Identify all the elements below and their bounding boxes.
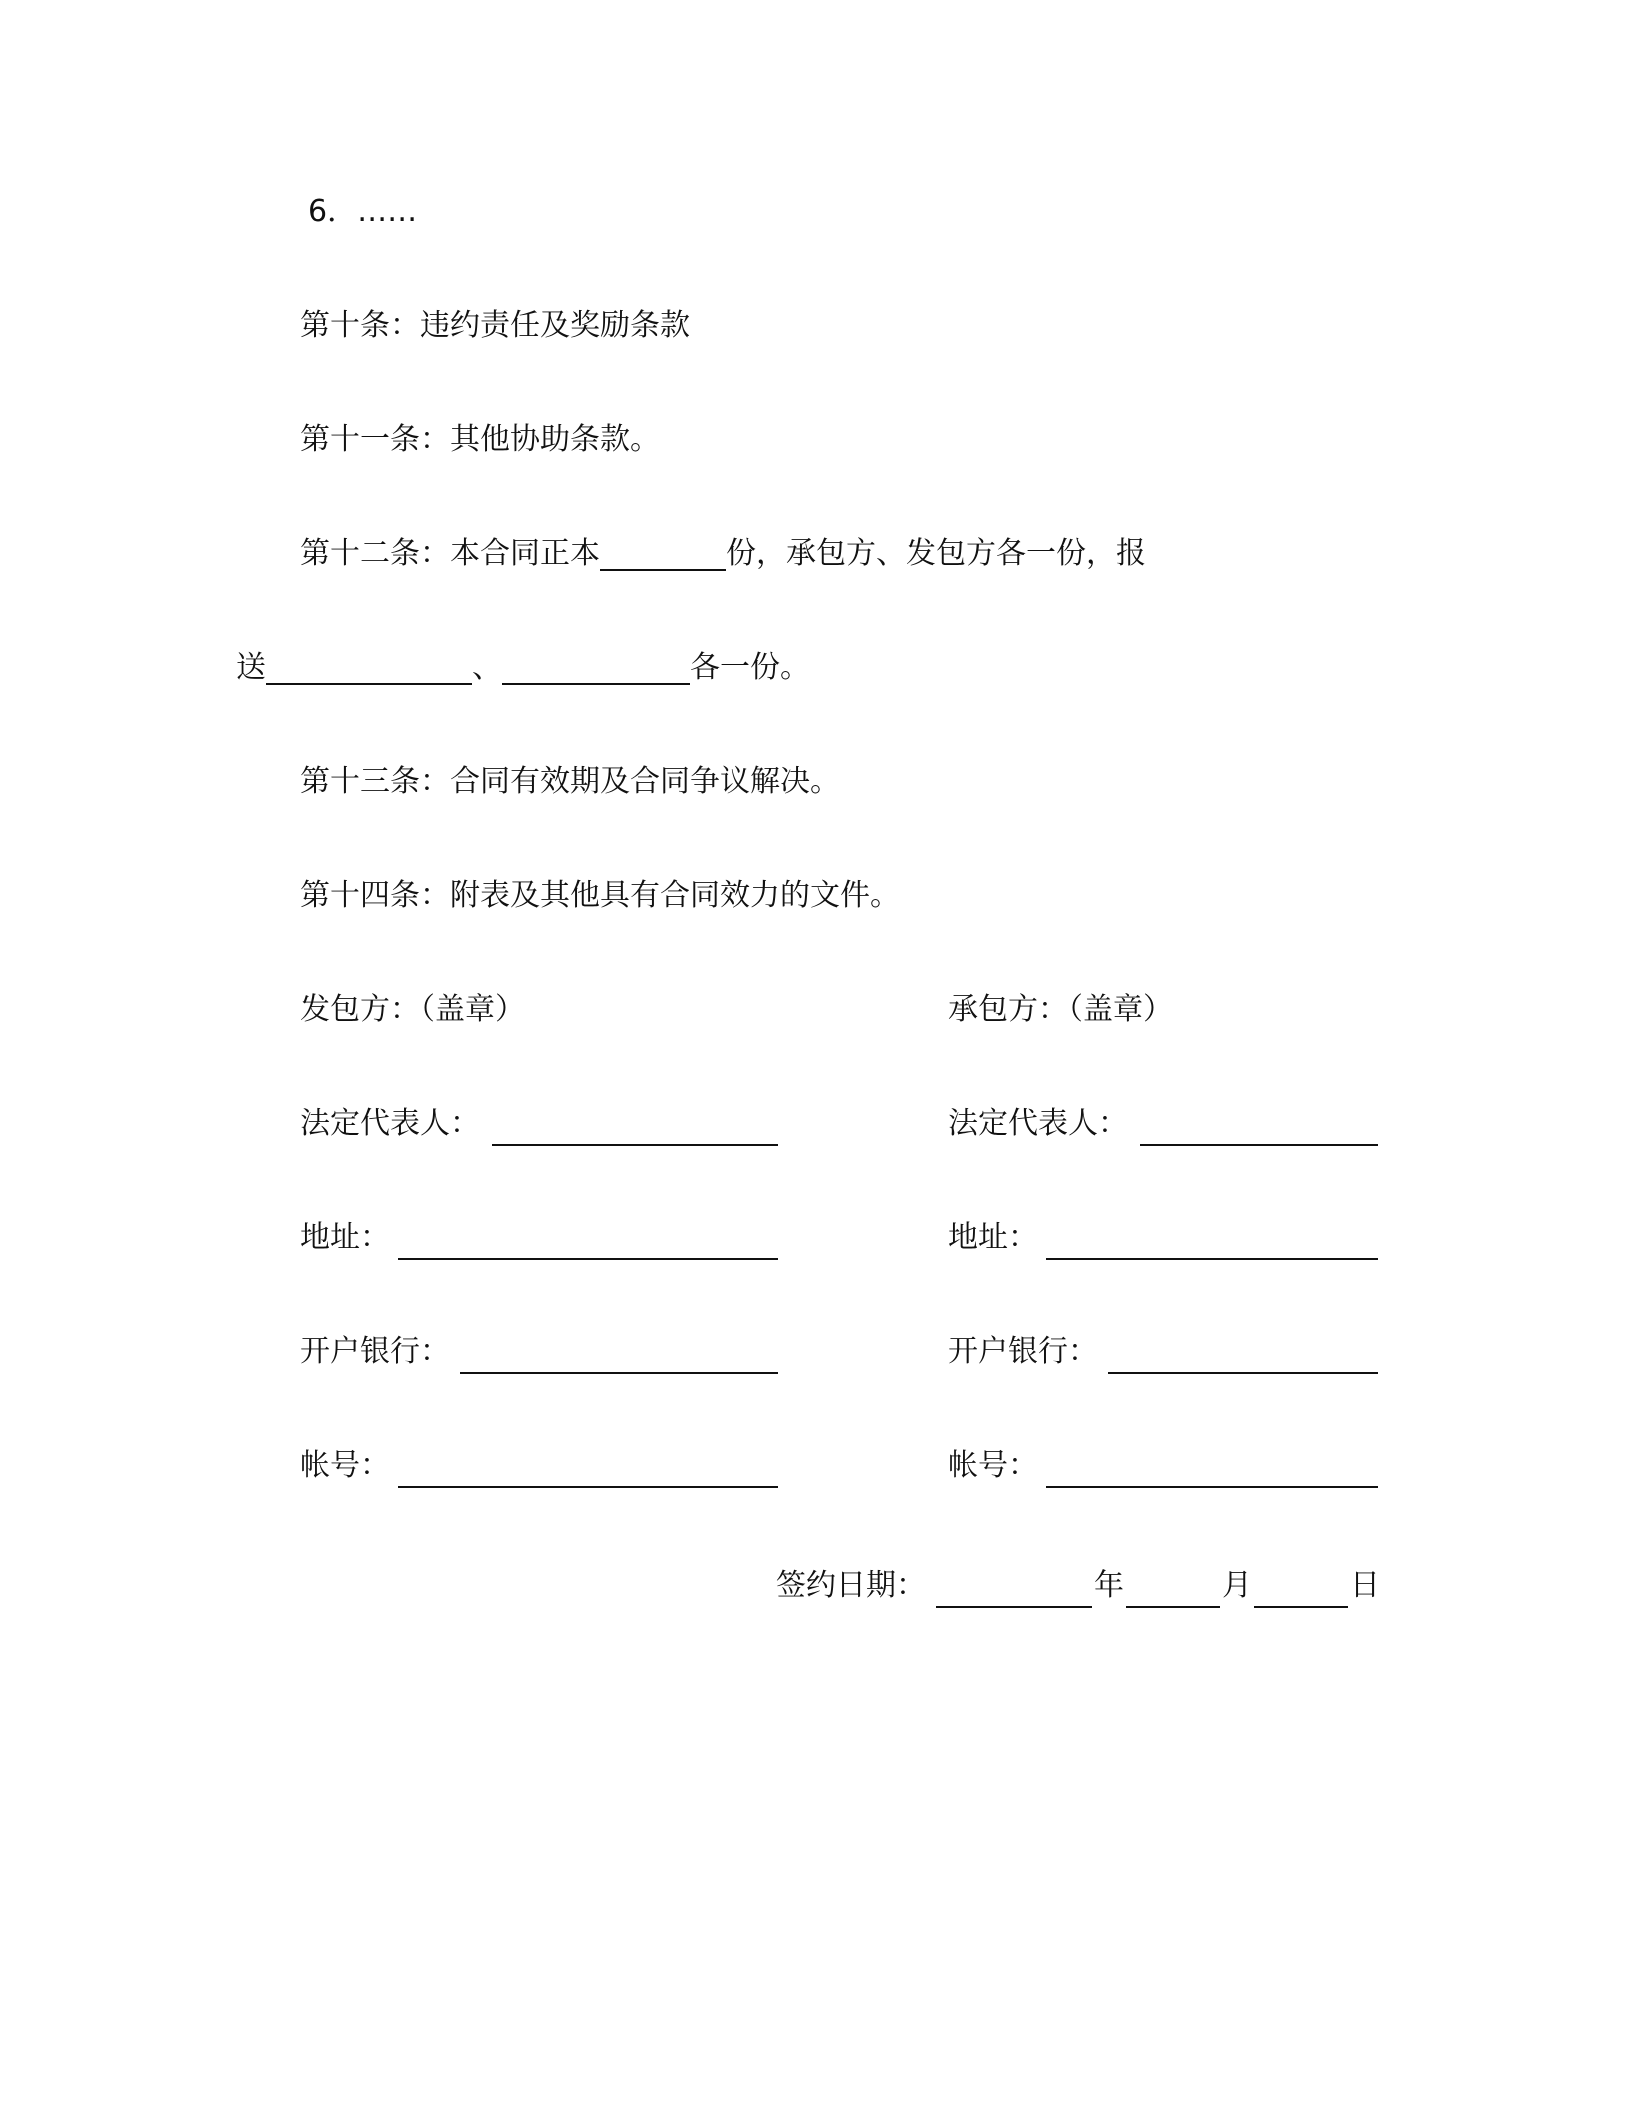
employer-address-label bbox=[300, 1218, 390, 1258]
article-10-text: 第十条：违约责任及奖励条款 bbox=[300, 308, 690, 343]
contractor-account-label bbox=[948, 1446, 1038, 1486]
signing-date-label-text: 签约日期： bbox=[776, 1568, 926, 1603]
contractor-account-blank[interactable] bbox=[1046, 1486, 1378, 1488]
employer-legal-rep-blank[interactable] bbox=[492, 1144, 778, 1146]
article-14 bbox=[300, 876, 900, 916]
month-char-text: 月 bbox=[1222, 1568, 1252, 1603]
employer-account-label bbox=[300, 1446, 390, 1486]
contractor-title bbox=[948, 990, 1173, 1030]
year-char-text: 年 bbox=[1094, 1568, 1124, 1603]
article-12-line2-end: 各一份。 bbox=[690, 650, 810, 685]
article-10 bbox=[300, 306, 690, 346]
clause-item-6 bbox=[308, 192, 417, 232]
year-char bbox=[1094, 1566, 1124, 1606]
article-12-line2 bbox=[236, 648, 810, 688]
signing-date-label bbox=[776, 1566, 926, 1606]
contractor-bank-label bbox=[948, 1332, 1098, 1372]
month-char bbox=[1222, 1566, 1252, 1606]
employer-bank-text: 开户银行： bbox=[300, 1334, 450, 1369]
employer-legal-rep-text: 法定代表人： bbox=[300, 1106, 480, 1141]
contractor-bank-blank[interactable] bbox=[1108, 1372, 1378, 1374]
employer-address-blank[interactable] bbox=[398, 1258, 778, 1260]
employer-bank-blank[interactable] bbox=[460, 1372, 778, 1374]
contractor-account-text: 帐号： bbox=[948, 1448, 1038, 1483]
employer-address-text: 地址： bbox=[300, 1220, 390, 1255]
clause-item-6-text: 6．…… bbox=[308, 194, 418, 229]
article-12-line2-start: 送 bbox=[236, 650, 266, 685]
report-recipient-2-blank[interactable] bbox=[502, 653, 690, 685]
article-11 bbox=[300, 420, 660, 460]
contractor-address-text: 地址： bbox=[948, 1220, 1038, 1255]
article-13-text: 第十三条：合同有效期及合同争议解决。 bbox=[300, 764, 840, 799]
employer-legal-rep-label bbox=[300, 1104, 480, 1144]
article-12-part1: 第十二条：本合同正本 bbox=[300, 536, 600, 571]
day-char bbox=[1350, 1566, 1380, 1606]
article-14-text: 第十四条：附表及其他具有合同效力的文件。 bbox=[300, 878, 900, 913]
article-11-text: 第十一条：其他协助条款。 bbox=[300, 422, 660, 457]
employer-title-text: 发包方：（盖章） bbox=[300, 992, 525, 1027]
copies-count-blank[interactable] bbox=[600, 539, 726, 571]
contractor-legal-rep-label bbox=[948, 1104, 1128, 1144]
article-13 bbox=[300, 762, 840, 802]
contractor-title-text: 承包方：（盖章） bbox=[948, 992, 1173, 1027]
report-recipient-1-blank[interactable] bbox=[266, 653, 472, 685]
employer-account-text: 帐号： bbox=[300, 1448, 390, 1483]
article-12-separator: 、 bbox=[472, 650, 502, 685]
article-12-part2: 份，承包方、发包方各一份，报 bbox=[726, 536, 1146, 571]
article-12-line1 bbox=[300, 534, 1146, 574]
signing-day-blank[interactable] bbox=[1254, 1606, 1348, 1608]
contractor-bank-text: 开户银行： bbox=[948, 1334, 1098, 1369]
contractor-address-blank[interactable] bbox=[1046, 1258, 1378, 1260]
employer-account-blank[interactable] bbox=[398, 1486, 778, 1488]
employer-bank-label bbox=[300, 1332, 450, 1372]
contractor-address-label bbox=[948, 1218, 1038, 1258]
contractor-legal-rep-blank[interactable] bbox=[1140, 1144, 1378, 1146]
signing-year-blank[interactable] bbox=[936, 1606, 1092, 1608]
day-char-text: 日 bbox=[1350, 1568, 1380, 1603]
employer-title bbox=[300, 990, 525, 1030]
signing-month-blank[interactable] bbox=[1126, 1606, 1220, 1608]
contractor-legal-rep-text: 法定代表人： bbox=[948, 1106, 1128, 1141]
